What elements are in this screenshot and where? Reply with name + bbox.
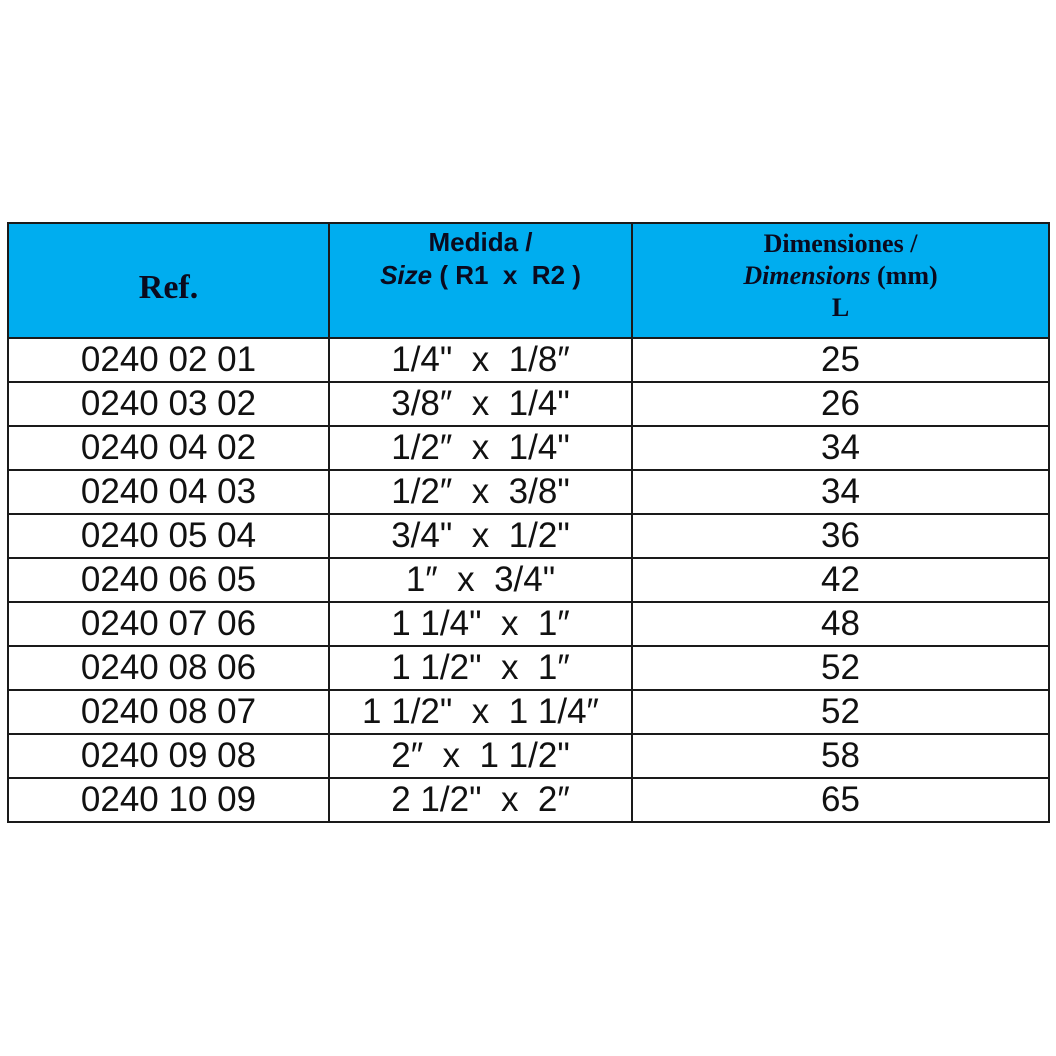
cell-size: 1/2″ x 1/4"	[329, 426, 632, 470]
table-row	[8, 646, 1049, 690]
cell-size: 1/4" x 1/8″	[329, 338, 632, 382]
cell-length: 42	[632, 558, 1049, 602]
header-dim-line1: Dimensiones /	[763, 229, 918, 258]
cell-ref: 0240 09 08	[8, 734, 329, 778]
cell-length: 34	[632, 426, 1049, 470]
cell-size: 3/8″ x 1/4"	[329, 382, 632, 426]
header-dim-rest: (mm)	[870, 261, 938, 290]
cell-ref: 0240 07 06	[8, 602, 329, 646]
cell-length: 52	[632, 646, 1049, 690]
table-row	[8, 690, 1049, 734]
header-size	[329, 223, 632, 338]
header-size-line2	[330, 259, 631, 292]
table-row	[8, 558, 1049, 602]
table-header	[8, 223, 1049, 338]
cell-size: 2 1/2" x 2″	[329, 778, 632, 822]
cell-ref: 0240 05 04	[8, 514, 329, 558]
cell-size: 1 1/2" x 1″	[329, 646, 632, 690]
table-row	[8, 382, 1049, 426]
cell-size: 1 1/2" x 1 1/4″	[329, 690, 632, 734]
cell-size: 3/4" x 1/2"	[329, 514, 632, 558]
cell-ref: 0240 02 01	[8, 338, 329, 382]
cell-ref: 0240 04 03	[8, 470, 329, 514]
cell-length: 58	[632, 734, 1049, 778]
table-row	[8, 470, 1049, 514]
table-row	[8, 734, 1049, 778]
header-dim-italic: Dimensions	[743, 261, 871, 290]
cell-ref: 0240 08 06	[8, 646, 329, 690]
header-ref: Ref.	[8, 223, 329, 338]
cell-length: 25	[632, 338, 1049, 382]
cell-ref: 0240 03 02	[8, 382, 329, 426]
table-row	[8, 514, 1049, 558]
cell-length: 26	[632, 382, 1049, 426]
cell-ref: 0240 08 07	[8, 690, 329, 734]
header-size-line1: Medida /	[428, 227, 533, 257]
product-spec-table	[7, 222, 1050, 823]
header-size-italic: Size	[380, 260, 433, 290]
cell-size: 1″ x 3/4"	[329, 558, 632, 602]
header-dim-line3: L	[831, 293, 850, 322]
cell-length: 65	[632, 778, 1049, 822]
table-row	[8, 602, 1049, 646]
cell-size: 1/2″ x 3/8"	[329, 470, 632, 514]
header-dimensions	[632, 223, 1049, 338]
header-size-rest: ( R1 x R2 )	[432, 260, 581, 290]
table-row	[8, 426, 1049, 470]
cell-ref: 0240 10 09	[8, 778, 329, 822]
cell-length: 34	[632, 470, 1049, 514]
header-dim-line2	[633, 260, 1048, 292]
cell-length: 52	[632, 690, 1049, 734]
table-body	[8, 338, 1049, 822]
cell-size: 1 1/4" x 1″	[329, 602, 632, 646]
table-row	[8, 778, 1049, 822]
cell-size: 2″ x 1 1/2"	[329, 734, 632, 778]
cell-length: 36	[632, 514, 1049, 558]
cell-ref: 0240 06 05	[8, 558, 329, 602]
cell-ref: 0240 04 02	[8, 426, 329, 470]
cell-length: 48	[632, 602, 1049, 646]
header-row	[8, 223, 1049, 338]
table-row	[8, 338, 1049, 382]
